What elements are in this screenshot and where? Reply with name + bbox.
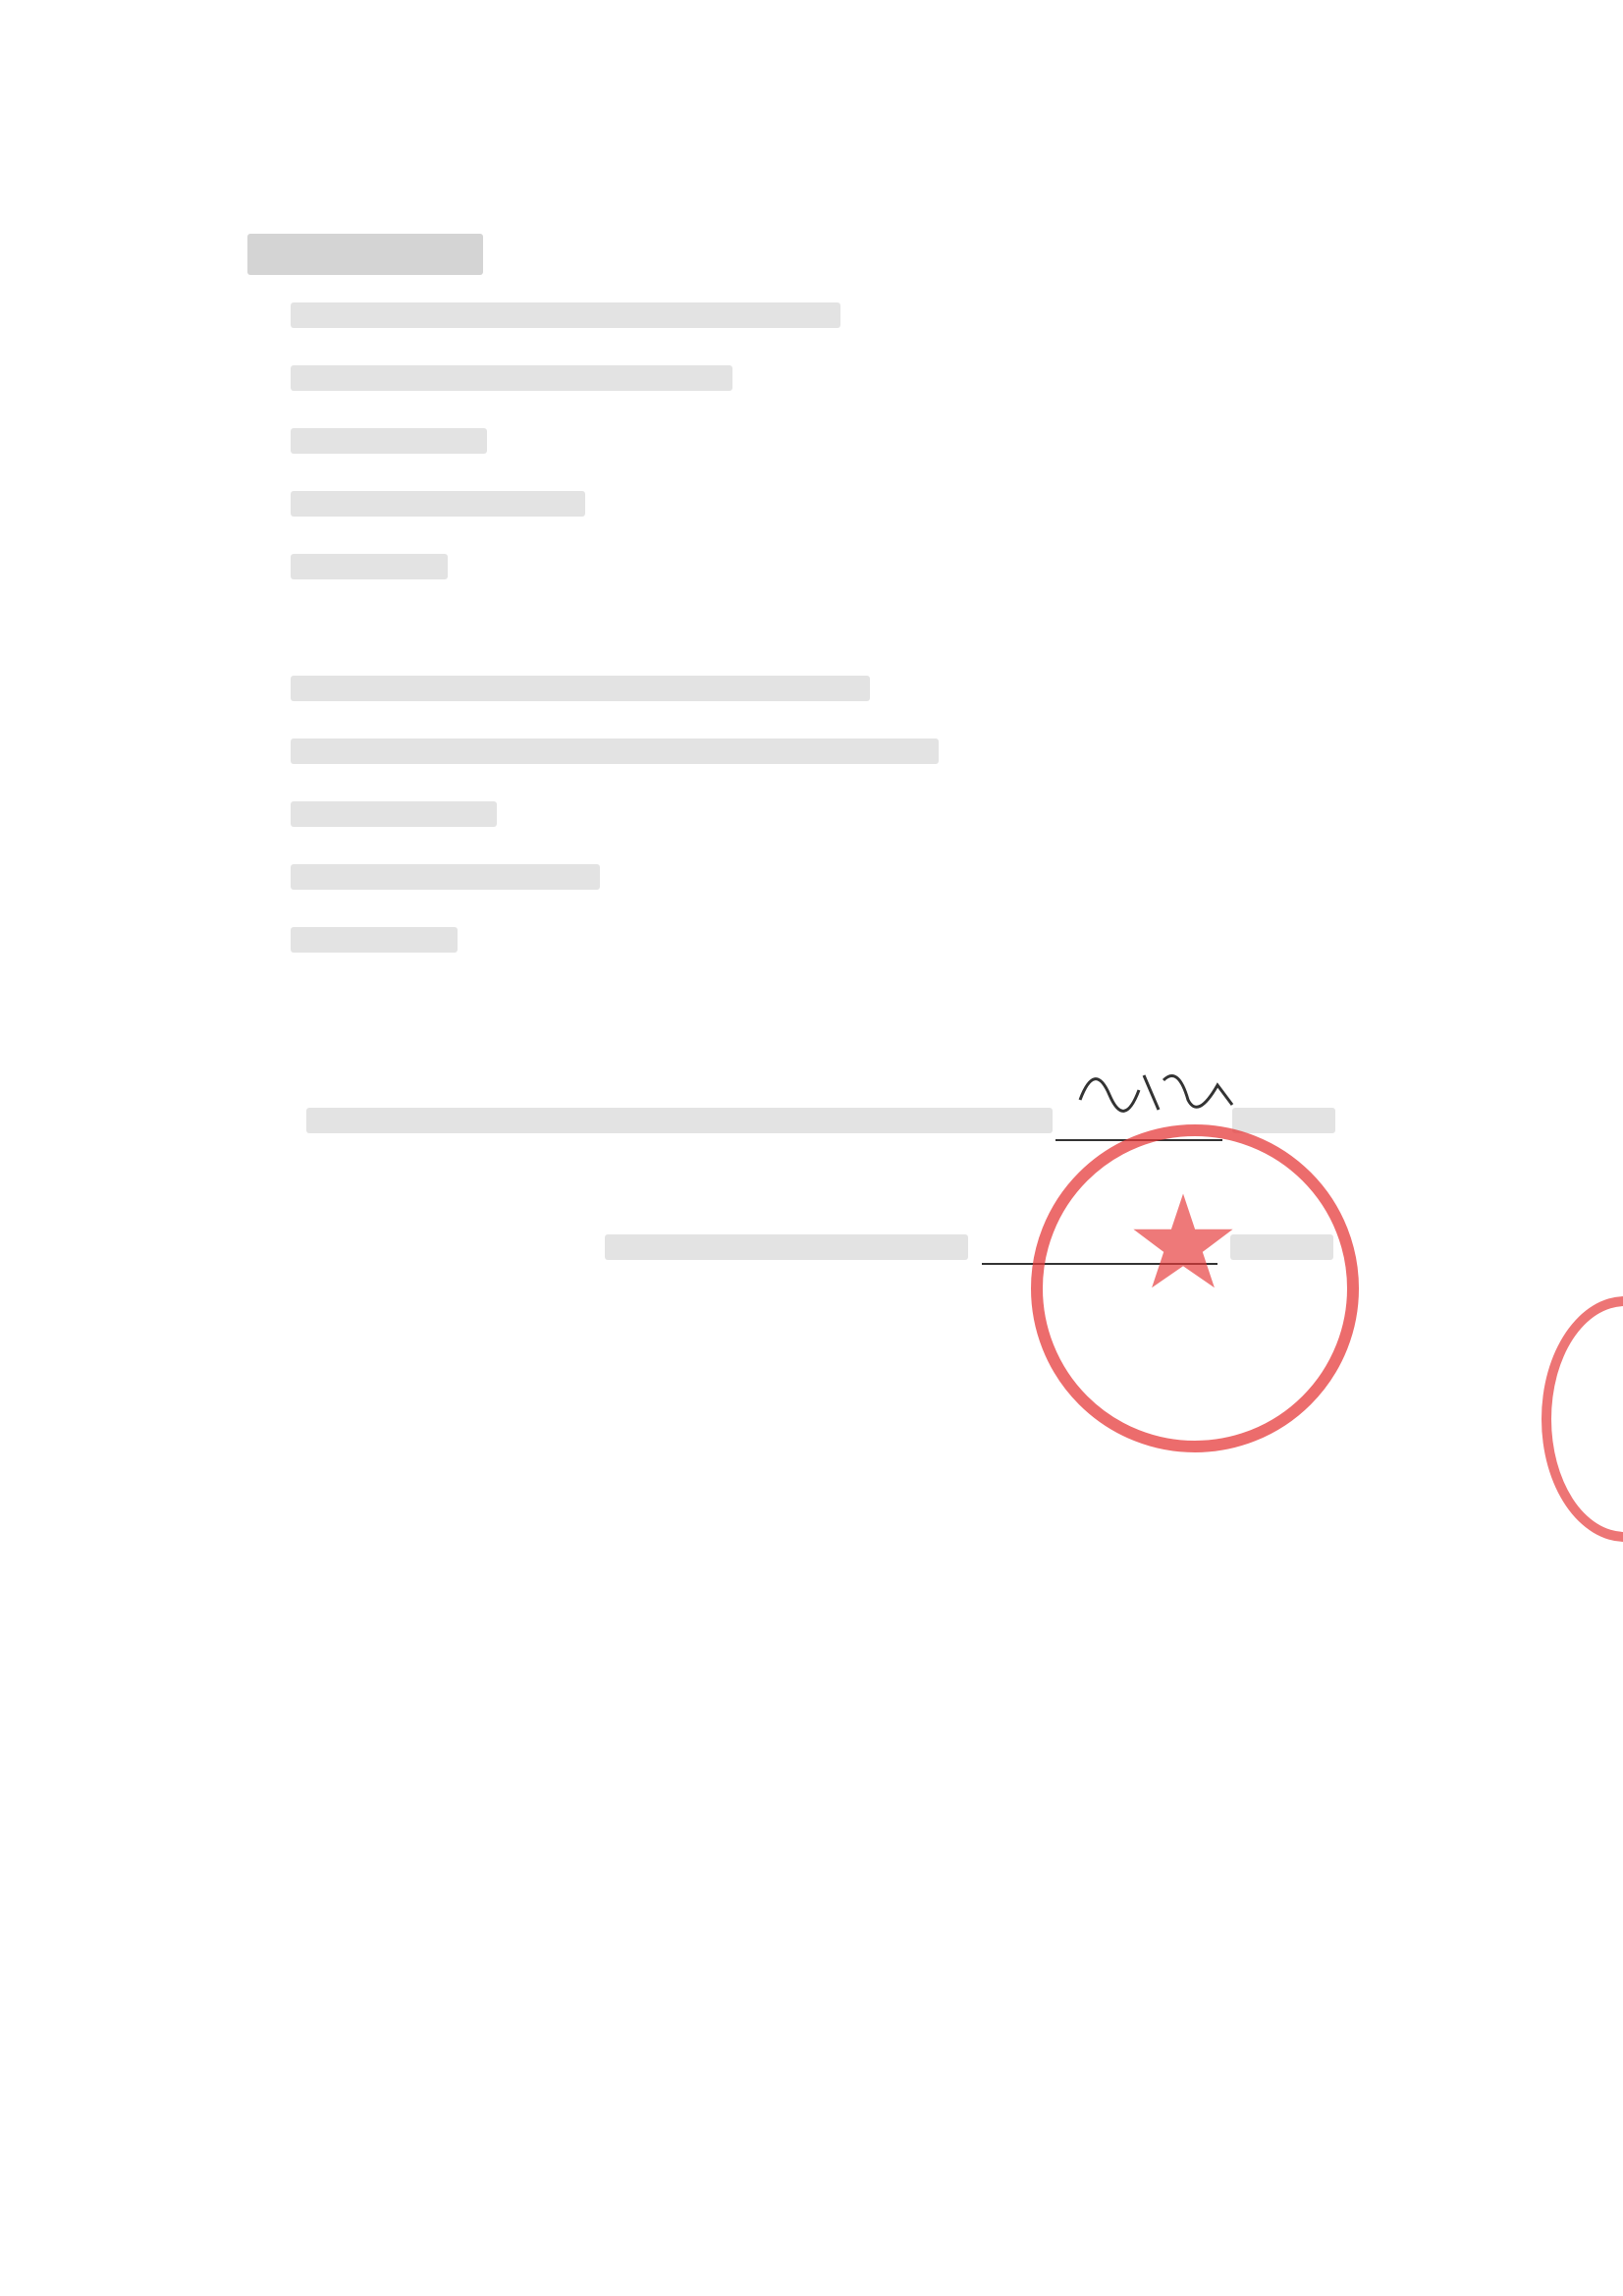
signature-line-placeholder <box>306 1108 1053 1133</box>
text-line-4 <box>291 491 585 517</box>
seal-star-icon <box>1129 1188 1237 1296</box>
text-line-3 <box>291 428 487 454</box>
section-heading-placeholder <box>247 234 483 275</box>
seal-line-placeholder <box>605 1234 968 1260</box>
text-line-6 <box>291 676 870 701</box>
edge-seal-stamp <box>1542 1296 1623 1542</box>
text-line-1 <box>291 302 840 328</box>
text-line-10 <box>291 927 458 953</box>
text-line-9 <box>291 864 600 890</box>
handwritten-signature <box>1070 1051 1247 1129</box>
text-line-2 <box>291 365 732 391</box>
text-line-5 <box>291 554 448 579</box>
signature-suffix-placeholder <box>1232 1108 1335 1133</box>
text-line-8 <box>291 801 497 827</box>
text-line-7 <box>291 738 939 764</box>
